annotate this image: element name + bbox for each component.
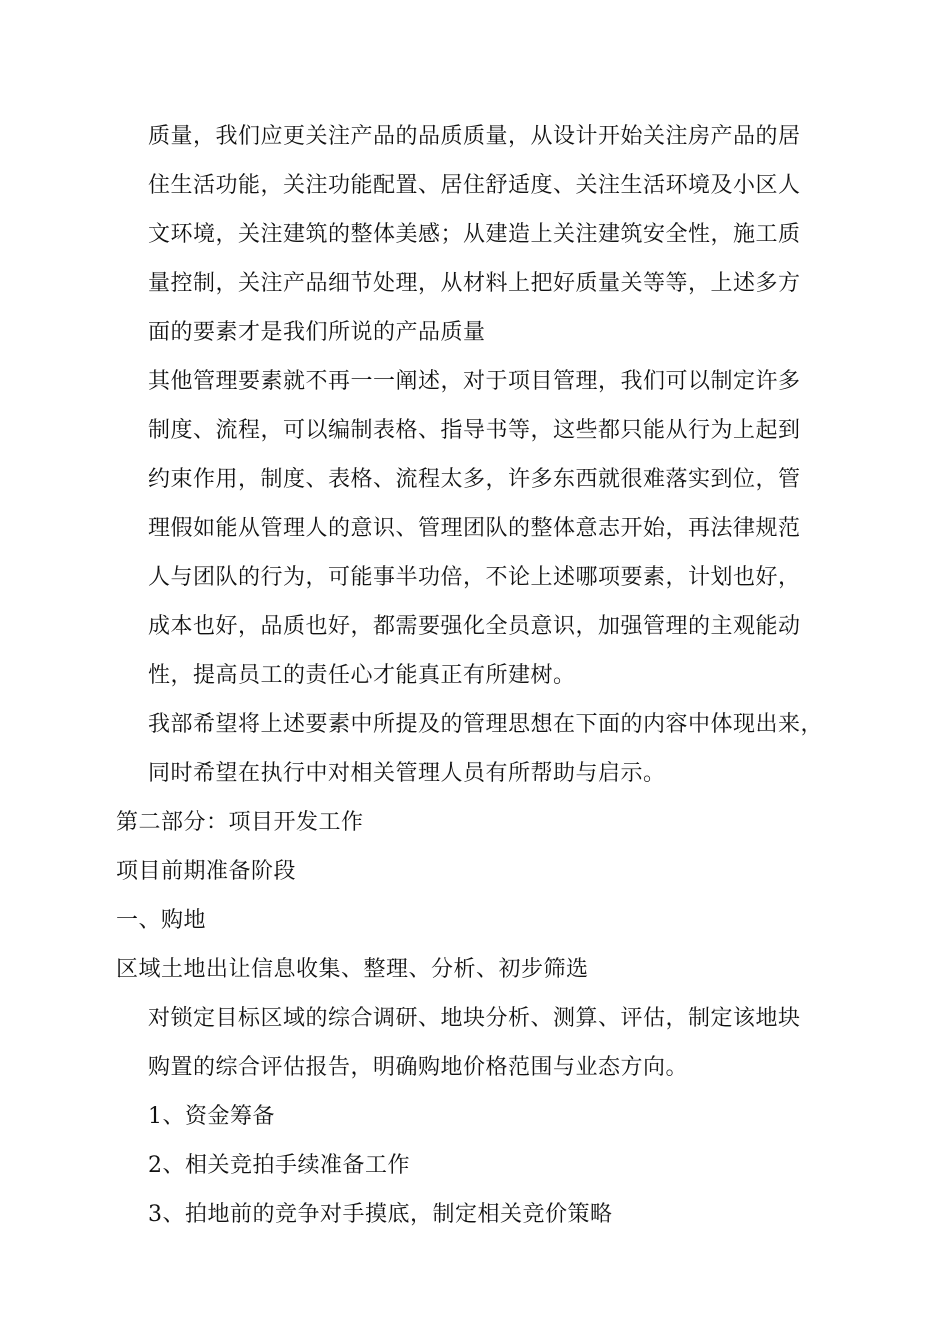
text-line: 对锁定目标区域的综合调研、地块分析、测算、评估，制定该地块	[148, 1006, 801, 1031]
stage-heading: 项目前期准备阶段	[116, 859, 297, 884]
text-line: 面的要素才是我们所说的产品质量	[148, 320, 486, 345]
text-line: 量控制，关注产品细节处理，从材料上把好质量关等等，上述多方	[148, 271, 801, 296]
list-item: 2、相关竞拍手续准备工作	[148, 1153, 410, 1178]
text-line: 约束作用，制度、表格、流程太多，许多东西就很难落实到位，管	[148, 467, 801, 492]
text-line: 制度、流程，可以编制表格、指导书等，这些都只能从行为上起到	[148, 418, 801, 443]
text-line: 其他管理要素就不再一一阐述，对于项目管理，我们可以制定许多	[148, 369, 801, 394]
text-line: 性，提高员工的责任心才能真正有所建树。	[148, 663, 576, 688]
part-heading: 第二部分：项目开发工作	[116, 810, 364, 835]
text-line: 理假如能从管理人的意识、管理团队的整体意志开始，再法律规范	[148, 516, 801, 541]
section-heading: 一、购地	[116, 908, 207, 933]
list-item: 1、资金筹备	[148, 1104, 275, 1129]
text-line: 我部希望将上述要素中所提及的管理思想在下面的内容中体现出来，	[148, 712, 824, 737]
text-line: 质量，我们应更关注产品的品质质量，从设计开始关注房产品的居	[148, 124, 801, 149]
text-line: 住生活功能，关注功能配置、居住舒适度、关注生活环境及小区人	[148, 173, 801, 198]
list-item: 3、拍地前的竞争对手摸底，制定相关竞价策略	[148, 1202, 613, 1227]
text-line: 人与团队的行为，可能事半功倍，不论上述哪项要素，计划也好，	[148, 565, 801, 590]
text-line: 购置的综合评估报告，明确购地价格范围与业态方向。	[148, 1055, 689, 1080]
text-line: 同时希望在执行中对相关管理人员有所帮助与启示。	[148, 761, 666, 786]
subsection-heading: 区域土地出让信息收集、整理、分析、初步筛选	[116, 957, 589, 982]
text-line: 文环境，关注建筑的整体美感；从建造上关注建筑安全性，施工质	[148, 222, 801, 247]
text-line: 成本也好，品质也好，都需要强化全员意识，加强管理的主观能动	[148, 614, 801, 639]
